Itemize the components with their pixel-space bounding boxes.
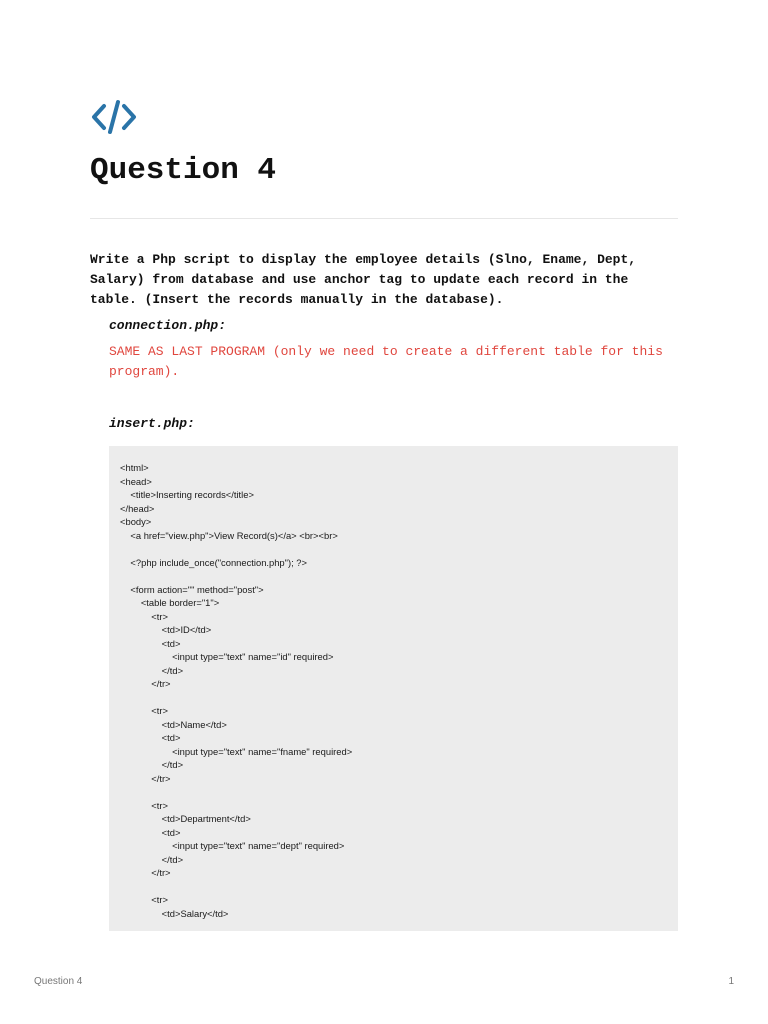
code-line: </td>	[120, 664, 184, 676]
code-line: <a href="view.php">View Record(s)</a> <br><br>	[120, 529, 338, 541]
code-line: <form action="" method="post">	[120, 583, 264, 595]
code-line: <table border="1">	[120, 597, 220, 608]
title-divider	[90, 218, 678, 219]
footer-page-number: 1	[728, 976, 734, 987]
page-title: Question 4	[90, 153, 277, 188]
code-icon	[90, 98, 138, 136]
code-line: <input type="text" name="fname" required>	[120, 745, 353, 757]
code-line: <td>ID</td>	[120, 624, 212, 635]
code-line: <tr>	[120, 894, 168, 905]
code-line: </tr>	[120, 678, 171, 689]
question-text: Write a Php script to display the employee details (Slno, Ename, Dept, Salary) from database and use anchor tag to update each record in the table. (Insert the records manually in the database).	[90, 252, 637, 307]
code-line: </head>	[120, 502, 155, 514]
code-line: </td>	[120, 853, 184, 865]
code-line: </td>	[120, 759, 184, 770]
code-line: <tr>	[120, 705, 168, 716]
code-line: <td>Department</td>	[120, 813, 251, 824]
code-line: <?php include_once("connection.php"); ?>	[120, 556, 307, 568]
code-line: <tr>	[120, 799, 168, 811]
code-listing	[120, 461, 667, 920]
code-line: <head>	[120, 475, 152, 487]
code-line: </tr>	[120, 772, 171, 784]
code-line: <body>	[120, 516, 152, 527]
code-line: <html>	[120, 462, 149, 473]
connection-file-label: connection.php:	[109, 318, 227, 333]
code-line: <tr>	[120, 610, 168, 622]
code-line: <td>	[120, 637, 181, 649]
code-line: <title>Inserting records</title>	[120, 489, 254, 500]
code-line: <td>	[120, 732, 181, 743]
code-line: </tr>	[120, 867, 171, 878]
code-line: <input type="text" name="id" required>	[120, 651, 334, 662]
code-line: <input type="text" name="dept" required>	[120, 840, 345, 851]
code-line: <td>Name</td>	[120, 718, 227, 730]
code-line: <td>Salary</td>	[120, 907, 229, 919]
code-block	[109, 446, 678, 931]
code-line: <td>	[120, 826, 181, 838]
footer-section-label: Question 4	[34, 976, 83, 987]
connection-note: SAME AS LAST PROGRAM (only we need to create a different table for this program).	[109, 344, 663, 379]
insert-file-label: insert.php:	[109, 416, 195, 431]
